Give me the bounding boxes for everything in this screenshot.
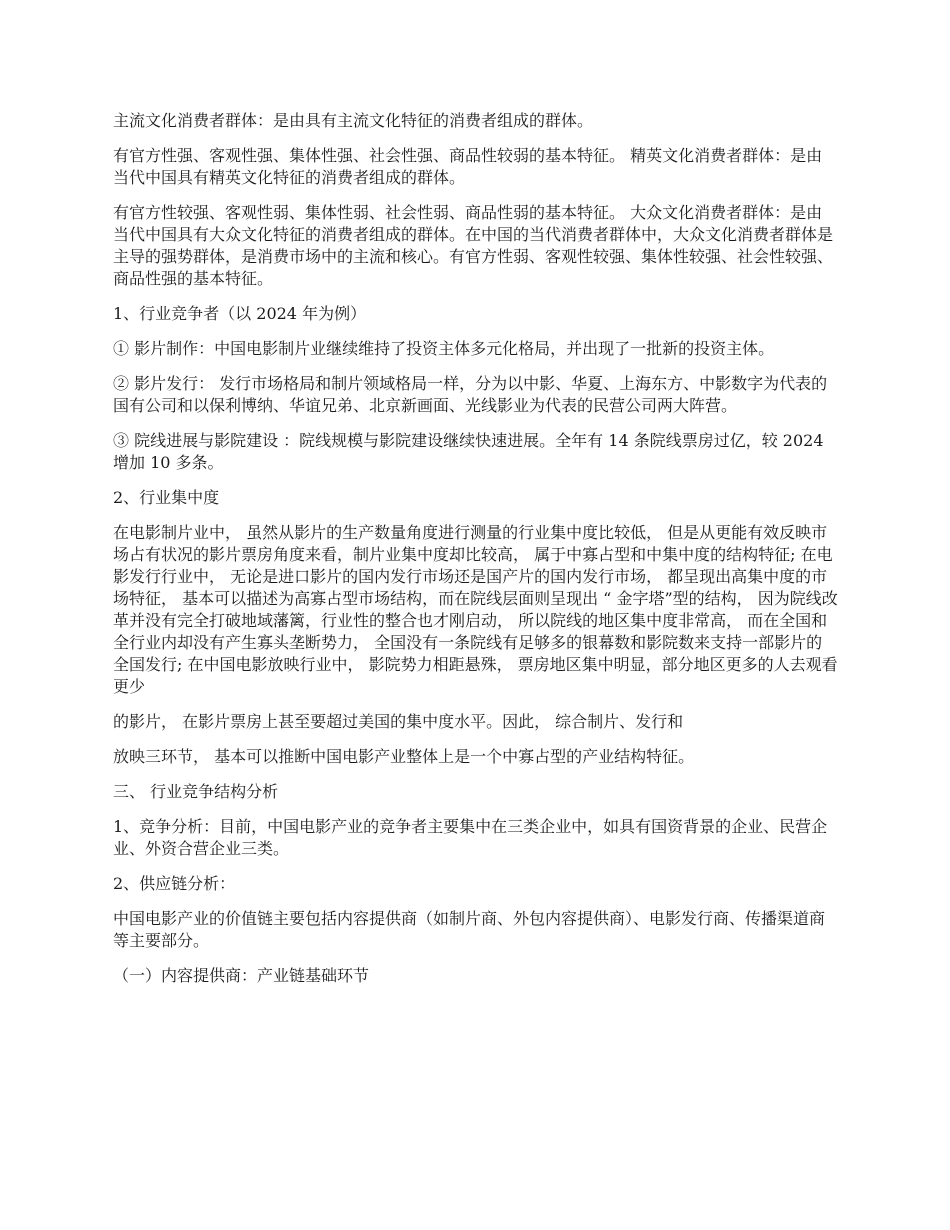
paragraph-mainstream-consumers: 主流文化消费者群体：是由具有主流文化特征的消费者组成的群体。 [113, 111, 594, 130]
paragraph-cinema-chains: ③ 院线进展与影院建设 ：院线规模与影院建设继续快速进展。全年有 14 条院线票房过亿，较 2024 增加 10 多条。 [113, 431, 824, 472]
paragraph-film-distribution: ② 影片发行： 发行市场格局和制片领域格局一样，分为以中影、华夏、上海东方、中影数字为代表的国有公司和以保利博纳、华谊兄弟、北京新画面、光线影业为代表的民营公司两大阵营。 [113, 374, 828, 415]
heading-industry-concentration: 2、行业集中度 [113, 488, 220, 507]
paragraph-film-production: ① 影片制作：中国电影制片业继续维持了投资主体多元化格局，并出现了一批新的投资主体。 [113, 339, 775, 358]
heading-industry-competitors: 1、行业竞争者（以 2024 年为例） [113, 304, 367, 323]
document-body [113, 110, 838, 1000]
paragraph-concentration-continued: 的影片， 在影片票房上甚至要超过美国的集中度水平。因此， 综合制片、发行和 [113, 712, 684, 731]
heading-content-providers: （一）内容提供商：产业链基础环节 [113, 966, 370, 985]
paragraph-elite-consumers: 有官方性强、客观性强、集体性强、社会性强、商品性较弱的基本特征。 精英文化消费者群体：是由当代中国具有精英文化特征的消费者组成的群体。 [113, 146, 823, 187]
heading-supply-chain: 2、供应链分析： [113, 874, 236, 893]
paragraph-concentration-conclusion: 放映三环节， 基本可以推断中国电影产业整体上是一个中寡占型的产业结构特征。 [113, 747, 695, 766]
heading-competition-structure: 三、 行业竞争结构分析 [113, 782, 279, 801]
paragraph-value-chain: 中国电影产业的价值链主要包括内容提供商（如制片商、外包内容提供商）、电影发行商、传播渠道商等主要部分。 [113, 909, 826, 950]
paragraph-competition-analysis: 1、竞争分析：目前，中国电影产业的竞争者主要集中在三类企业中，如具有国资背景的企业、民营企业、外资合营企业三类。 [113, 817, 828, 858]
paragraph-concentration-analysis: 在电影制片业中， 虽然从影片的生产数量角度进行测量的行业集中度比较低， 但是从更能有效反映市场占有状况的影片票房角度来看，制片业集中度却比较高， 属于中寡占型和中集中度的结构特征; 在电影发行行业中， 无论是进口影片的国内发行市场还是国产片的国内发行市场， 都呈现出高集中度的市场特征， 基本可以描述为高寡占型市场结构，而在院线层面则呈现出 “ 金字塔”型的结构， 因为院线改革并没有完全打破地域藩篱，行业性的整合也才刚启动， 所以院线的地区集中度非常高， 而在全国和全行业内却没有产生寡头垄断势力， 全国没有一条院线有足够多的银幕数和影院数来支持一部影片的全国发行; 在中国电影放映行业中， 影院势力相距悬殊， 票房地区集中明显，部分地区更多的人去观看更少 [113, 523, 838, 696]
paragraph-mass-consumers: 有官方性较强、客观性弱、集体性弱、社会性弱、商品性弱的基本特征。 大众文化消费者群体：是由当代中国具有大众文化特征的消费者组成的群体。在中国的当代消费者群体中，大众文化消费者群体是主导的强势群体，是消费市场中的主流和核心。有官方性弱、客观性较强、集体性较强、社会性较强、商品性强的基本特征。 [113, 203, 834, 288]
